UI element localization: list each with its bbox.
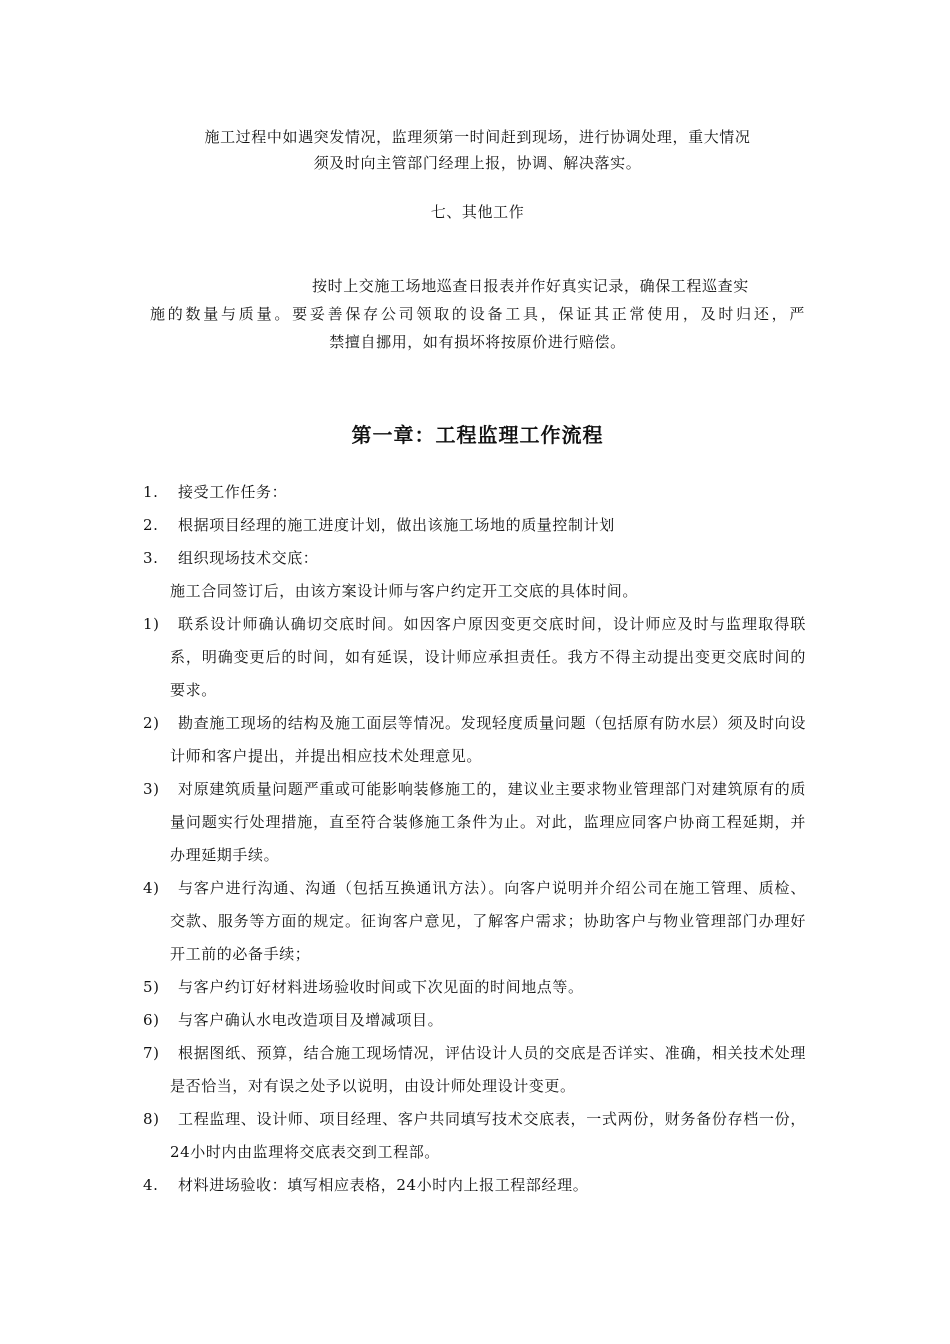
substep-number: 5) bbox=[143, 978, 160, 996]
substep-text: 与客户约订好材料进场验收时间或下次见面的时间地点等。 bbox=[178, 978, 584, 996]
step-number: 4. bbox=[143, 1176, 159, 1194]
list-item bbox=[140, 707, 806, 773]
list-item bbox=[140, 476, 806, 509]
workflow-list bbox=[140, 476, 806, 1202]
step-text: 组织现场技术交底： bbox=[178, 549, 319, 567]
substep-number: 8) bbox=[143, 1110, 160, 1128]
substep-number: 4) bbox=[143, 879, 160, 897]
step-text: 接受工作任务： bbox=[178, 483, 288, 501]
step-number: 1. bbox=[143, 483, 159, 501]
substep-number: 2) bbox=[143, 714, 160, 732]
list-item bbox=[140, 872, 806, 971]
substep-text: 与客户进行沟通、沟通（包括互换通讯方法）。向客户说明并介绍公司在施工管理、质检、交款、服务等方面的规定。征询客户意见，了解客户需求；协助客户与物业管理部门办理好开工前的必备手续； bbox=[170, 879, 806, 963]
step-number: 3. bbox=[143, 549, 159, 567]
list-item bbox=[140, 1103, 806, 1169]
step-note-text: 施工合同签订后，由该方案设计师与客户约定开工交底的具体时间。 bbox=[170, 582, 639, 600]
emergency-line-1: 施工过程中如遇突发情况，监理须第一时间赶到现场，进行协调处理，重大情况 bbox=[204, 128, 751, 146]
section-seven-line-3: 禁擅自挪用，如有损坏将按原价进行赔偿。 bbox=[329, 333, 626, 351]
section-seven-heading: 七、其他工作 bbox=[430, 203, 525, 221]
list-item bbox=[140, 509, 806, 542]
emergency-line-2: 须及时向主管部门经理上报，协调、解决落实。 bbox=[313, 154, 642, 172]
step-text: 根据项目经理的施工进度计划，做出该施工场地的质量控制计划 bbox=[178, 516, 615, 534]
list-item bbox=[140, 773, 806, 872]
substep-text: 对原建筑质量问题严重或可能影响装修施工的，建议业主要求物业管理部门对建筑原有的质量问题实行处理措施，直至符合装修施工条件为止。对此，监理应同客户协商工程延期，并办理延期手续。 bbox=[170, 780, 806, 864]
section-seven-paragraph bbox=[150, 272, 805, 356]
list-item bbox=[140, 1169, 806, 1202]
list-item bbox=[140, 608, 806, 707]
substep-text: 根据图纸、预算，结合施工现场情况，评估设计人员的交底是否详实、准确，相关技术处理是否恰当，对有误之处予以说明，由设计师处理设计变更。 bbox=[170, 1044, 806, 1095]
chapter-title: 第一章：工程监理工作流程 bbox=[351, 423, 604, 447]
substep-number: 3) bbox=[143, 780, 160, 798]
emergency-paragraph bbox=[150, 124, 805, 176]
step-number: 2. bbox=[143, 516, 159, 534]
list-item bbox=[140, 971, 806, 1004]
substep-number: 7) bbox=[143, 1044, 160, 1062]
step-text: 材料进场验收：填写相应表格，24小时内上报工程部经理。 bbox=[178, 1176, 589, 1194]
substep-number: 6) bbox=[143, 1011, 160, 1029]
substep-text: 勘查施工现场的结构及施工面层等情况。发现轻度质量问题（包括原有防水层）须及时向设计师和客户提出，并提出相应技术处理意见。 bbox=[170, 714, 806, 765]
section-seven-line-2: 施的数量与质量。要妥善保存公司领取的设备工具，保证其正常使用，及时归还，严 bbox=[150, 305, 805, 323]
substep-text: 工程监理、设计师、项目经理、客户共同填写技术交底表，一式两份，财务备份存档一份，24小时内由监理将交底表交到工程部。 bbox=[170, 1110, 806, 1161]
list-item bbox=[140, 1004, 806, 1037]
list-item bbox=[140, 1037, 806, 1103]
list-item bbox=[140, 542, 806, 575]
step-note bbox=[140, 575, 806, 608]
substep-number: 1) bbox=[143, 615, 160, 633]
substep-text: 联系设计师确认确切交底时间。如因客户原因变更交底时间，设计师应及时与监理取得联系，明确变更后的时间，如有延误，设计师应承担责任。我方不得主动提出变更交底时间的要求。 bbox=[170, 615, 806, 699]
substep-text: 与客户确认水电改造项目及增减项目。 bbox=[178, 1011, 444, 1029]
section-seven-line-1: 按时上交施工场地巡查日报表并作好真实记录，确保工程巡查实 bbox=[312, 277, 749, 295]
